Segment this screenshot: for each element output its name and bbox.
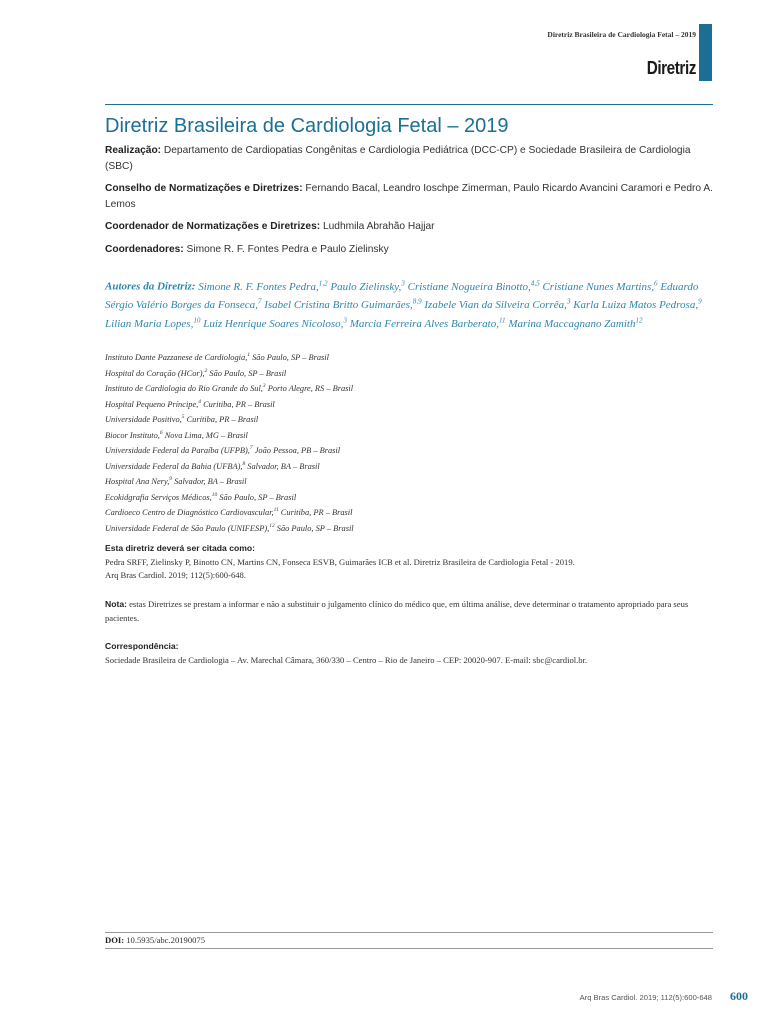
author-affiliation-sup: 1,2 xyxy=(318,279,328,287)
affiliation-item xyxy=(105,504,715,520)
realizacao-text: Departamento de Cardiopatias Congênitas e Cardiologia Pediátrica (DCC-CP) e Sociedade Brasileira de Cardiologia (SBC) xyxy=(105,145,691,172)
author-name: Eduardo Sérgio Valério Borges da Fonseca, xyxy=(105,280,699,312)
author-affiliation-sup: 10 xyxy=(193,316,201,325)
running-head: Diretriz Brasileira de Cardiologia Fetal – 2019 xyxy=(547,30,696,39)
affiliation-sup: 4 xyxy=(198,398,201,405)
nota-text: estas Diretrizes se prestam a informar e não a substituir o julgamento clínico do médico que, em última análise, deve determinar o tratamento apropriado para seus pacientes. xyxy=(105,599,689,623)
affiliation-sup: 10 xyxy=(211,491,218,498)
affiliation-loc: Porto Alegre, RS – Brasil xyxy=(265,383,354,393)
citation-line-1: Pedra SRFF, Zielinsky P, Binotto CN, Martins CN, Fonseca ESVB, Guimarães ICB et al. Diretriz Brasileira de Cardiologia Fetal - 2019. xyxy=(105,556,575,567)
affiliation-item xyxy=(105,349,715,365)
affiliation-sup: 12 xyxy=(269,522,275,529)
author-affiliation-sup: 7 xyxy=(257,297,262,306)
affiliation-loc: Curitiba, PR – Brasil xyxy=(278,507,353,517)
affiliation-item xyxy=(105,520,715,536)
affiliation-inst: Universidade Federal de São Paulo (UNIFESP), xyxy=(105,523,270,533)
affiliation-item xyxy=(105,380,715,396)
doi-label: DOI: xyxy=(105,935,125,945)
correspondencia-label: Correspondência: xyxy=(105,641,179,651)
coordenadores-block xyxy=(105,242,715,258)
affiliation-loc: Curitiba, PR – Brasil xyxy=(184,414,259,424)
correspondencia-block xyxy=(105,640,717,667)
author-name: Cristiane Nogueira Binotto, xyxy=(404,280,531,293)
page-title: Diretriz Brasileira de Cardiologia Fetal – 2019 xyxy=(105,115,509,137)
affiliation-inst: Ecokidgrafia Serviços Médicos, xyxy=(105,492,212,502)
author-affiliation-sup: 3 xyxy=(566,297,571,306)
page-number: 600 xyxy=(730,989,748,1003)
author-name: Marina Maccagnano Zamith xyxy=(505,317,636,330)
affiliation-loc: Nova Lima, MG – Brasil xyxy=(162,430,248,440)
affiliation-loc: Curitiba, PR – Brasil xyxy=(201,399,275,409)
affiliations-list xyxy=(105,349,715,535)
authors-list xyxy=(105,281,702,330)
author-name: Karla Luiza Matos Pedrosa, xyxy=(570,299,699,312)
author-name: Luiz Henrique Soares Nicoloso, xyxy=(200,317,344,330)
affiliation-sup: 5 xyxy=(181,414,185,420)
affiliation-item xyxy=(105,442,715,458)
nota-block xyxy=(105,598,717,625)
affiliation-loc: Salvador, BA – Brasil xyxy=(245,461,320,471)
conselho-text: Fernando Bacal, Leandro Ioschpe Zimerman, Paulo Ricardo Avancini Caramori e Pedro A. Lemos xyxy=(105,183,713,210)
author-name: Lilian Maria Lopes, xyxy=(105,317,194,330)
footer-citation: Arq Bras Cardiol. 2019; 112(5):600-648 xyxy=(579,993,712,1002)
affiliation-inst: Instituto de Cardiologia do Rio Grande do Sul, xyxy=(105,383,263,393)
coordenadores-label: Coordenadores: xyxy=(105,244,184,255)
affiliation-loc: São Paulo, SP – Brasil xyxy=(250,352,329,362)
affiliation-sup: 7 xyxy=(249,445,253,451)
affiliation-item xyxy=(105,396,715,412)
affiliation-loc: São Paulo, SP – Brasil xyxy=(274,523,354,533)
affiliation-item xyxy=(105,427,715,443)
affiliation-sup: 9 xyxy=(169,476,173,482)
citation-block xyxy=(105,542,717,583)
accent-bar xyxy=(699,24,712,81)
affiliation-sup: 11 xyxy=(273,507,279,513)
author-affiliation-sup: 9 xyxy=(698,297,702,306)
author-name: Paulo Zielinsky, xyxy=(327,280,402,293)
author-affiliation-sup: 12 xyxy=(635,316,643,325)
affiliation-sup: 6 xyxy=(159,429,163,436)
affiliation-inst: Universidade Positivo, xyxy=(105,414,182,424)
authors-label: Autores da Diretriz: xyxy=(105,280,196,293)
coordenadores-text: Simone R. F. Fontes Pedra e Paulo Zielinsky xyxy=(183,244,389,255)
doi-rule-top xyxy=(105,932,713,933)
affiliation-loc: Salvador, BA – Brasil xyxy=(172,476,247,486)
realizacao-label: Realização: xyxy=(105,145,162,156)
correspondencia-text[interactable]: Sociedade Brasileira de Cardiologia – Av. Marechal Câmara, 360/330 – Centro – Rio de Janeiro – CEP: 20020-907. E-mail: sbc@cardiol.br. xyxy=(105,654,588,665)
doi-value[interactable]: 10.5935/abc.20190075 xyxy=(124,935,206,945)
author-name: Izabele Vian da Silveira Corrêa, xyxy=(421,299,567,312)
affiliation-sup: 2 xyxy=(204,367,208,374)
nota-label: Nota: xyxy=(105,599,127,609)
doi-line[interactable] xyxy=(105,935,205,945)
affiliation-item xyxy=(105,365,715,381)
affiliation-sup: 1 xyxy=(247,352,251,358)
author-name: Isabel Cristina Britto Guimarães, xyxy=(261,299,413,312)
citation-label: Esta diretriz deverá ser citada como: xyxy=(105,543,255,553)
affiliation-item xyxy=(105,489,715,505)
affiliation-inst: Hospital Pequeno Príncipe, xyxy=(105,399,199,409)
affiliation-inst: Universidade Federal da Bahia (UFBA), xyxy=(105,461,243,471)
affiliation-inst: Cardioeco Centro de Diagnóstico Cardiovascular, xyxy=(105,507,274,517)
affiliation-loc: São Paulo, SP – Brasil xyxy=(217,492,297,502)
section-label: Diretriz xyxy=(646,58,696,78)
conselho-label: Conselho de Normatizações e Diretrizes: xyxy=(105,183,303,194)
title-rule xyxy=(105,104,713,105)
affiliation-loc: João Pessoa, PB – Brasil xyxy=(252,445,341,455)
doi-rule-bottom xyxy=(105,948,713,949)
author-name: Cristiane Nunes Martins, xyxy=(539,280,654,293)
affiliation-item xyxy=(105,473,715,489)
author-affiliation-sup: 6 xyxy=(654,279,658,287)
affiliation-item xyxy=(105,458,715,474)
realizacao-block xyxy=(105,143,715,175)
author-affiliation-sup: 3 xyxy=(401,279,405,287)
coordenador-text: Ludhmila Abrahão Hajjar xyxy=(320,221,435,232)
coordenador-block xyxy=(105,219,715,235)
author-name: Marcia Ferreira Alves Barberato, xyxy=(346,317,499,330)
conselho-block xyxy=(105,181,715,213)
author-affiliation-sup: 8,9 xyxy=(412,297,422,306)
affiliation-inst: Universidade Federal da Paraíba (UFPB), xyxy=(105,445,250,455)
author-affiliation-sup: 11 xyxy=(499,316,506,325)
affiliation-sup: 3 xyxy=(262,383,266,389)
affiliation-loc: São Paulo, SP – Brasil xyxy=(207,368,287,378)
coordenador-label: Coordenador de Normatizações e Diretrizes: xyxy=(105,221,321,232)
author-name: Simone R. F. Fontes Pedra, xyxy=(195,280,319,293)
authors-block xyxy=(105,276,715,332)
affiliation-sup: 8 xyxy=(242,460,246,467)
affiliation-inst: Hospital Ana Nery, xyxy=(105,476,170,486)
affiliation-item xyxy=(105,411,715,427)
affiliation-inst: Instituto Dante Pazzanese de Cardiologia, xyxy=(105,352,248,362)
citation-line-2: Arq Bras Cardiol. 2019; 112(5):600-648. xyxy=(105,570,246,581)
author-affiliation-sup: 3 xyxy=(343,316,347,325)
author-affiliation-sup: 4,5 xyxy=(530,279,540,287)
affiliation-inst: Hospital do Coração (HCor), xyxy=(105,368,205,378)
affiliation-inst: Biocor Instituto, xyxy=(105,430,160,440)
